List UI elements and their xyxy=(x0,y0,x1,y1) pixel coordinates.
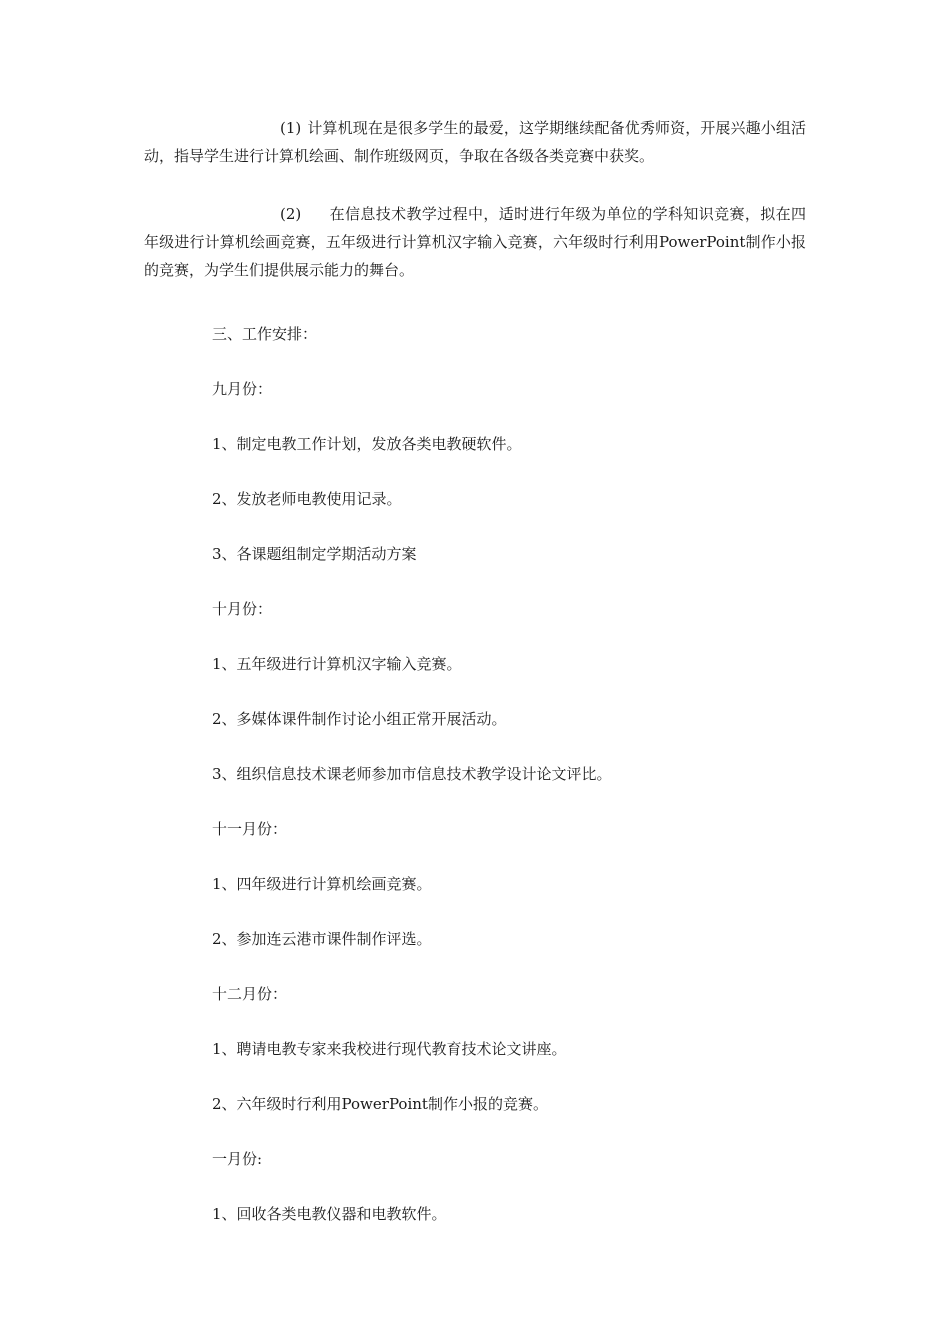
section-heading: 三、工作安排： xyxy=(212,325,318,343)
list-item: 1、回收各类电教仪器和电教软件。 xyxy=(212,1205,447,1223)
list-item: 2、多媒体课件制作讨论小组正常开展活动。 xyxy=(212,710,507,728)
list-item: 2、参加连云港市课件制作评选。 xyxy=(212,930,432,948)
paragraph-1-text: 计算机现在是很多学生的最爱，这学期继续配备优秀师资，开展兴趣小组活动，指导学生进行计算机绘画、制作班级网页，争取在各级各类竞赛中获奖。 xyxy=(144,119,806,165)
paragraph-1-marker: (1) xyxy=(280,119,302,137)
list-item: 3、各课题组制定学期活动方案 xyxy=(212,545,417,563)
list-item: 2、六年级时行利用PowerPoint制作小报的竞赛。 xyxy=(212,1095,548,1113)
list-item: 1、制定电教工作计划，发放各类电教硬软件。 xyxy=(212,435,522,453)
month-title-november: 十一月份： xyxy=(212,820,288,838)
list-item: 1、聘请电教专家来我校进行现代教育技术论文讲座。 xyxy=(212,1040,567,1058)
paragraph-2-text: 在信息技术教学过程中，适时进行年级为单位的学科知识竞赛，拟在四年级进行计算机绘画竞赛，五年级进行计算机汉字输入竞赛，六年级时行利用PowerPoint制作小报的竞赛，为学生们提供展示能力的舞台。 xyxy=(144,205,806,279)
month-title-december: 十二月份： xyxy=(212,985,288,1003)
paragraph-2-marker: (2) xyxy=(280,205,302,223)
month-title-january: 一月份: xyxy=(212,1150,263,1168)
paragraph-1 xyxy=(144,114,806,170)
month-title-october: 十月份： xyxy=(212,600,273,618)
list-item: 1、四年级进行计算机绘画竞赛。 xyxy=(212,875,432,893)
list-item: 1、五年级进行计算机汉字输入竞赛。 xyxy=(212,655,462,673)
month-title-september: 九月份： xyxy=(212,380,273,398)
list-item: 2、发放老师电教使用记录。 xyxy=(212,490,402,508)
list-item: 3、组织信息技术课老师参加市信息技术教学设计论文评比。 xyxy=(212,765,612,783)
paragraph-2 xyxy=(144,200,806,284)
